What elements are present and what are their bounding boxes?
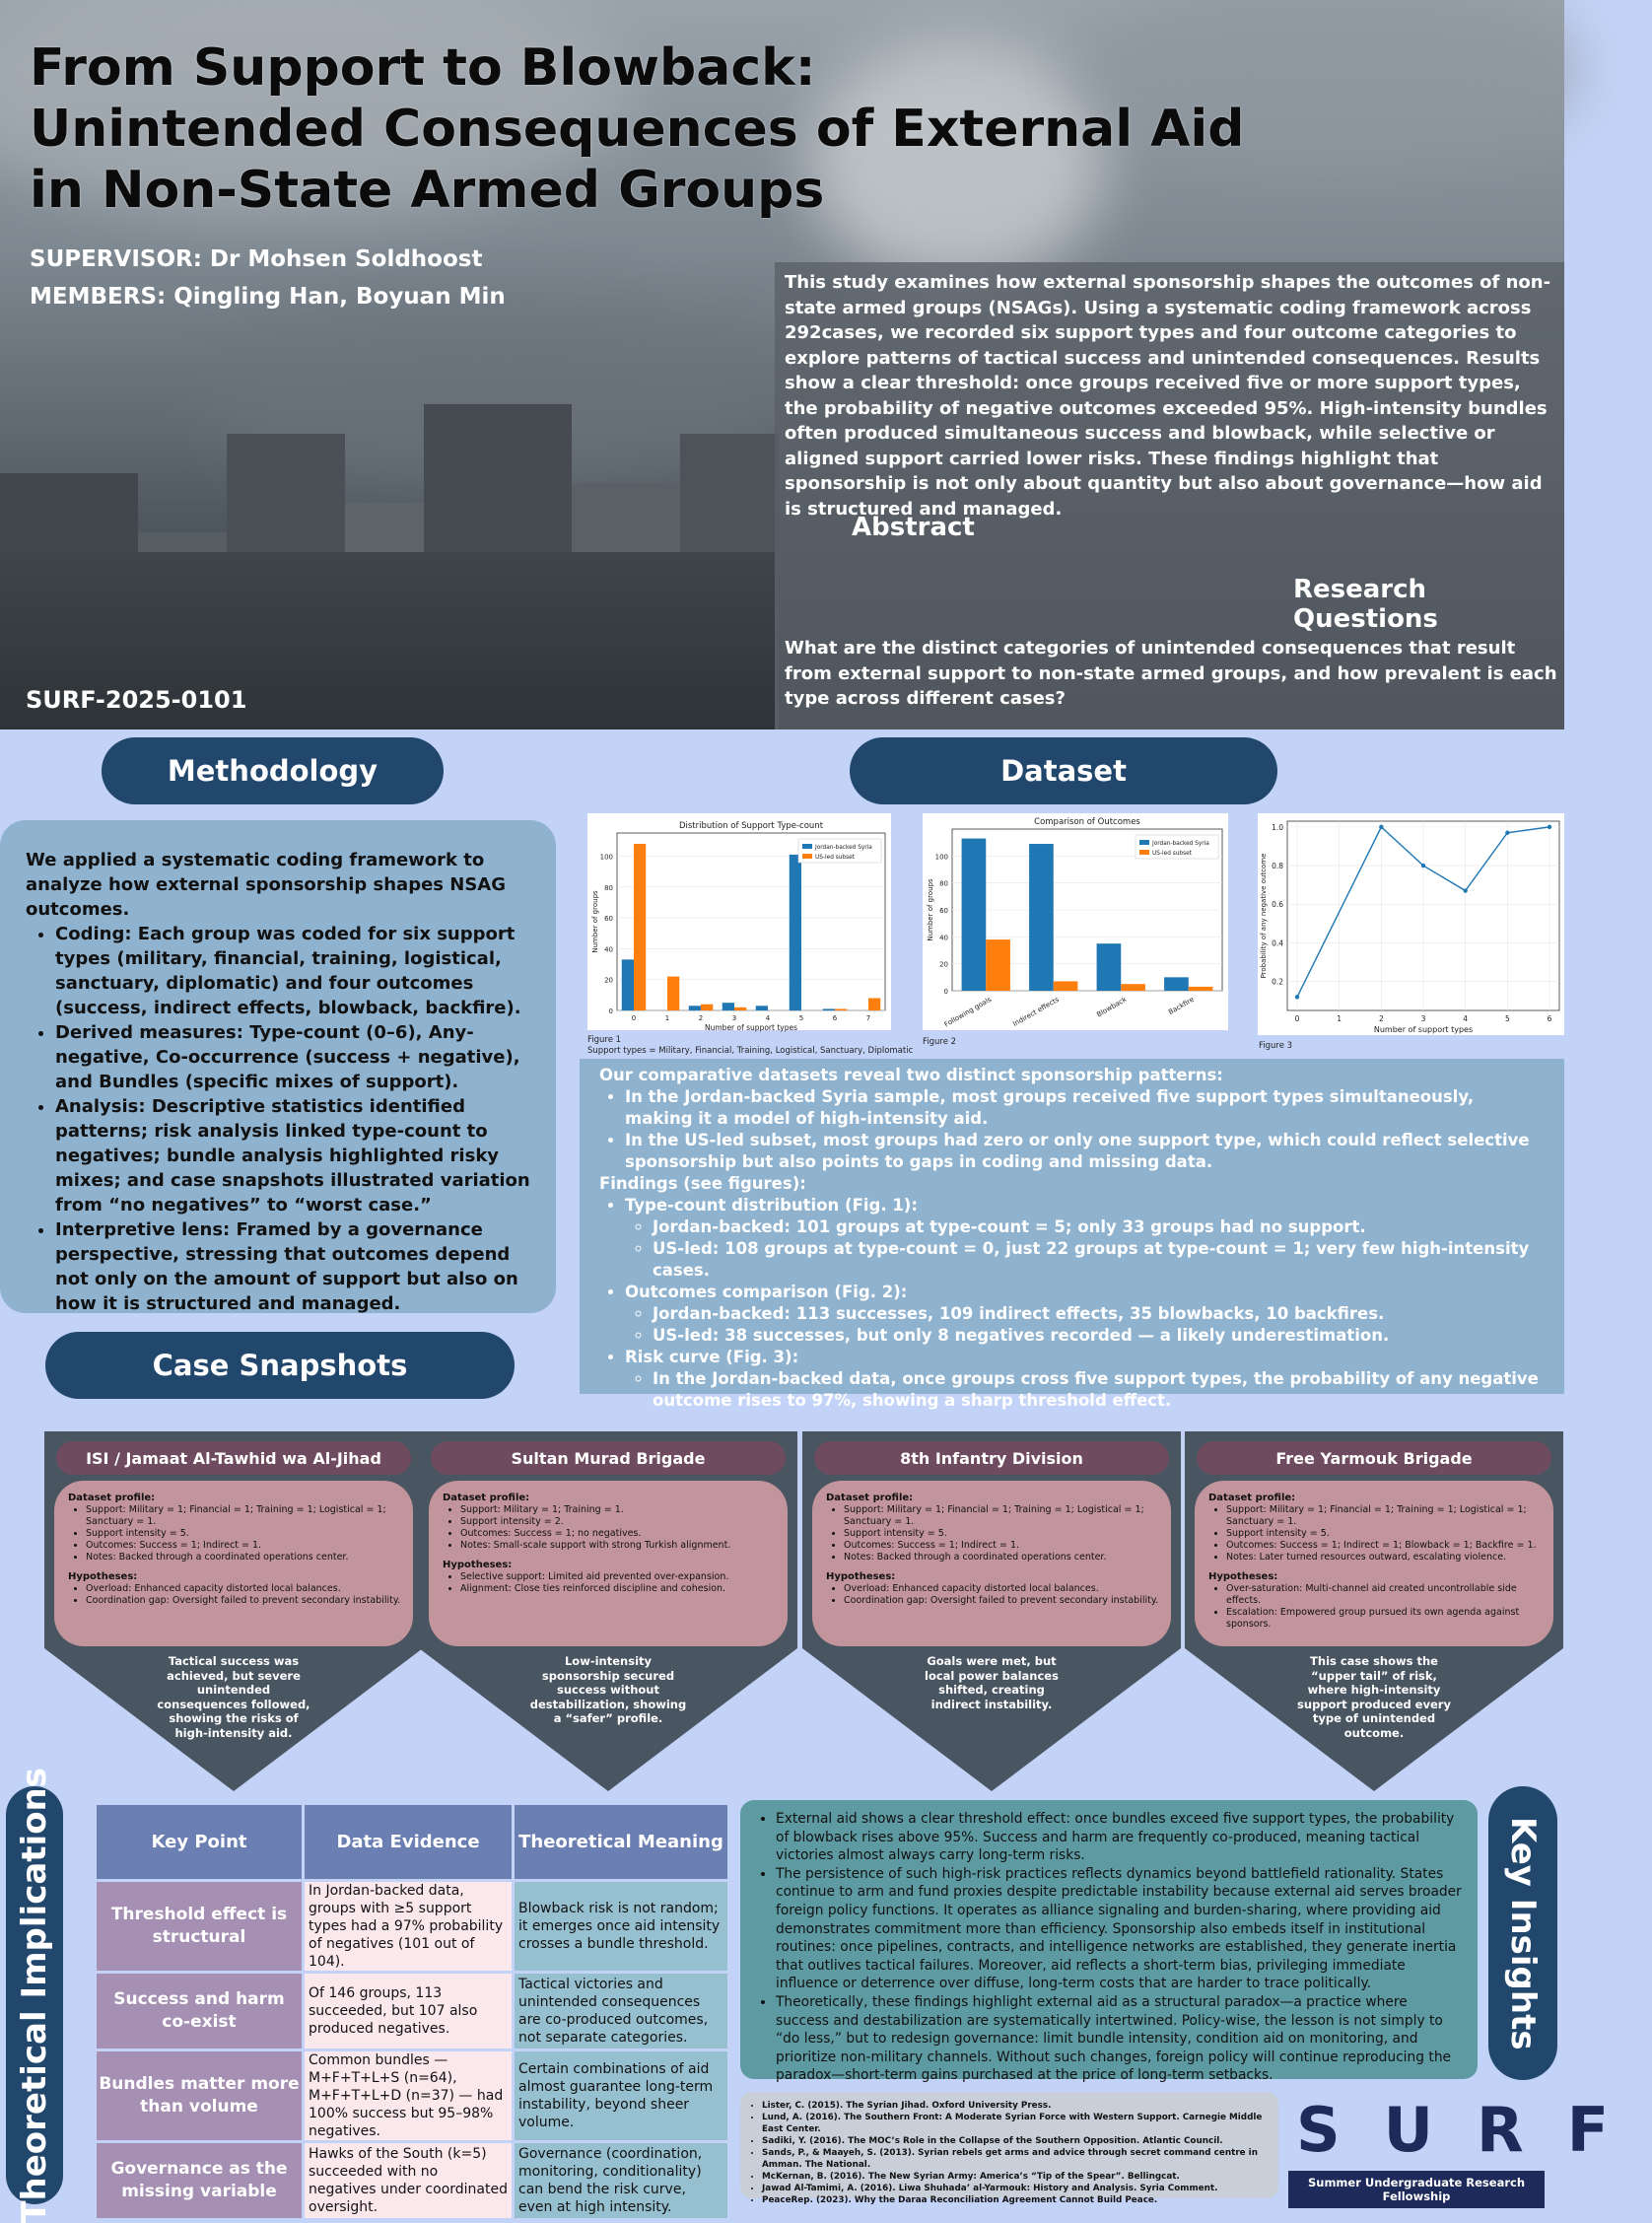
- implications-table: [94, 1802, 730, 2221]
- figure-3-caption: Figure 3: [1259, 1041, 1293, 1051]
- data-point: [1505, 831, 1509, 835]
- x-axis-label: Number of support types: [705, 1023, 797, 1032]
- hypotheses-label: Hypotheses:: [1208, 1571, 1278, 1582]
- profile-label: Dataset profile:: [826, 1493, 914, 1503]
- key-insights-heading: Key Insights: [1503, 1816, 1543, 2050]
- table-row: [97, 1974, 727, 2049]
- list-item: • In the US-led subset, most groups had zero or only one support type, which could reflect selective sponsorship but also points to gaps in coding and missing data.: [625, 1130, 1545, 1173]
- key-point-cell: Bundles matter more than volume: [97, 2051, 302, 2140]
- meaning-cell: Tactical victories and unintended consequences are co-produced outcomes, not separate categories.: [515, 1974, 727, 2049]
- y-tick-label: 60: [604, 915, 613, 924]
- list-item: • Outcomes: Success = 1; Indirect = 1.: [844, 1540, 1159, 1552]
- title-line: From Support to Blowback:: [30, 38, 816, 98]
- outcomes-chart: [923, 813, 1228, 1030]
- bar: [1029, 844, 1054, 991]
- y-tick-label: 20: [604, 976, 613, 985]
- legend-label: Jordan-backed Syria: [1152, 841, 1209, 847]
- finding-label: Outcomes comparison (Fig. 2):: [625, 1283, 908, 1301]
- legend-swatch: [1139, 840, 1149, 845]
- y-tick-label: 60: [939, 907, 948, 915]
- list-item: [625, 1282, 1545, 1347]
- bar: [835, 1008, 847, 1010]
- column-header: Theoretical Meaning: [515, 1805, 727, 1879]
- bar: [634, 844, 646, 1010]
- list-item: • Escalation: Empowered group pursued its own agenda against sponsors.: [1226, 1607, 1542, 1631]
- reference-item: • Jawad Al-Tamimi, A. (2016). Liwa Shuhada’ al-Yarmouk: History and Analysis. Syria Comment.: [762, 2183, 1271, 2194]
- reference-item: • Sands, P., & Maayeh, S. (2013). Syrian rebels get arms and advice through secret command centre in Amman. The National.: [762, 2147, 1271, 2171]
- list-item: • Coordination gap: Oversight failed to prevent secondary instability.: [86, 1595, 401, 1607]
- support-typecount-chart: [587, 813, 891, 1030]
- list-item: ◦ Jordan-backed: 101 groups at type-count = 5; only 33 groups had no support.: [653, 1216, 1545, 1238]
- bar: [790, 855, 801, 1010]
- list-item: • The persistence of such high-risk practices reflects dynamics beyond battlefield rationality. States continue to arm and fund proxies despite predictable instability because external aid serves broader foreign policy functions. It operates as alliance signaling and burden-sharing, where providing aid demonstrates commitment more than efficiency. Sponsorship also embeds itself in institutional routines: once pipelines, contracts, and intelligence networks are established, they generate inertia that outlives tactical failures. Moreover, aid reflects a short-term bias, privileging immediate influence or deterrence over diffuse, long-term costs that are harder to trace politically.: [776, 1865, 1464, 1993]
- key-point-cell: Governance as the missing variable: [97, 2143, 302, 2218]
- bar: [622, 959, 634, 1010]
- implications-label: [6, 1767, 63, 2223]
- list-item: • Support intensity = 5.: [844, 1528, 1159, 1540]
- list-item: • Over-saturation: Multi-channel aid created uncontrollable side effects.: [1226, 1583, 1542, 1607]
- data-point: [1463, 888, 1467, 892]
- bar: [689, 1006, 701, 1010]
- case-title: Sultan Murad Brigade: [431, 1441, 786, 1475]
- data-point: [1295, 995, 1299, 999]
- title-line: Unintended Consequences of External Aid: [30, 100, 1245, 159]
- chart-title: Distribution of Support Type-count: [678, 821, 824, 831]
- meaning-cell: Governance (coordination, monitoring, conditionality) can bend the risk curve, even at high intensity.: [515, 2143, 727, 2218]
- list-item: • Overload: Enhanced capacity distorted local balances.: [86, 1583, 401, 1595]
- figure-3: [1258, 813, 1564, 1035]
- column-header: Data Evidence: [305, 1805, 512, 1879]
- x-tick-label: 0: [631, 1014, 637, 1022]
- abstract-text: This study examines how external sponsorship shapes the outcomes of non-state armed groups (NSAGs). Using a systematic coding framework across 292cases, we recorded six support types and four outcome categories to explore patterns of tactical success and unintended consequences. Results show a clear threshold: once groups received five or more support types, the probability of negative outcomes exceeded 95%. High-intensity bundles often produced simultaneous success and blowback, while selective or aligned support carried lower risks. These findings highlight that sponsorship is not only about quantity but also about governance—how aid is structured and managed.: [785, 272, 1551, 520]
- y-tick-label: 80: [604, 883, 613, 892]
- case-verdict: This case shows the “upper tail” of risk, where high-intensity support produced every type of unintended outcome.: [1297, 1654, 1451, 1740]
- list-item: • Support: Military = 1; Financial = 1; Training = 1; Logistical = 1; Sanctuary = 1.: [844, 1504, 1159, 1528]
- hypotheses-label: Hypotheses:: [443, 1560, 513, 1570]
- finding-label: Type-count distribution (Fig. 1):: [625, 1196, 918, 1215]
- table-row: [97, 2143, 727, 2218]
- dataset-intro: Our comparative datasets reveal two distinct sponsorship patterns:: [599, 1066, 1223, 1084]
- references-panel: [740, 2092, 1278, 2205]
- methodology-panel: [0, 820, 556, 1313]
- x-tick-label: 6: [1547, 1014, 1552, 1023]
- legend-label: US-led subset: [1152, 851, 1192, 857]
- reference-item: • Sadiki, Y. (2016). The MOC’s Role in the Collapse of the Southern Opposition. Atlantic Council.: [762, 2135, 1271, 2147]
- bar: [1189, 987, 1213, 991]
- evidence-cell: In Jordan-backed data, groups with ≥5 support types had a 97% probability of negatives (101 out of 104).: [305, 1882, 512, 1971]
- list-item: [625, 1195, 1545, 1282]
- list-item: • Coordination gap: Oversight failed to prevent secondary instability.: [844, 1595, 1159, 1607]
- x-tick-label: 0: [1294, 1014, 1300, 1023]
- list-item: • Outcomes: Success = 1; Indirect = 1.: [86, 1540, 401, 1552]
- abstract-heading: Abstract: [852, 513, 975, 542]
- list-item: • External aid shows a clear threshold effect: once bundles exceed five support types, the probability of blowback rises above 95%. Success and harm are frequently co-produced, meaning tactical victories almost always carry long-term risks.: [776, 1810, 1464, 1865]
- case-profile-card: [429, 1481, 788, 1646]
- list-item: ◦ US-led: 38 successes, but only 8 negatives recorded — a likely underestimation.: [653, 1325, 1545, 1347]
- x-tick-label: 1: [664, 1014, 670, 1022]
- figure-1-note: Support types = Military, Financial, Training, Logistical, Sanctuary, Diplomatic: [587, 1046, 914, 1056]
- members: MEMBERS: Qingling Han, Boyuan Min: [30, 284, 506, 310]
- column-header: Key Point: [97, 1805, 302, 1879]
- methodology-intro: We applied a systematic coding framework to analyze how external sponsorship shapes NSAG outcomes.: [26, 850, 507, 920]
- list-item: ◦ Jordan-backed: 113 successes, 109 indirect effects, 35 blowbacks, 10 backfires.: [653, 1303, 1545, 1325]
- evidence-cell: Of 146 groups, 113 succeeded, but 107 also produced negatives.: [305, 1974, 512, 2049]
- x-tick-label: 2: [698, 1014, 704, 1022]
- x-tick-label: 2: [1378, 1014, 1384, 1023]
- y-tick-label: 0.8: [1272, 862, 1283, 871]
- reference-item: • Lund, A. (2016). The Southern Front: A Moderate Syrian Force with Western Support. Carnegie Middle East Center.: [762, 2112, 1271, 2135]
- legend-label: Jordan-backed Syria: [815, 845, 872, 851]
- list-item: • Support: Military = 1; Training = 1.: [460, 1504, 776, 1516]
- bar: [823, 1008, 835, 1010]
- x-tick-label: 3: [731, 1014, 737, 1022]
- legend-label: US-led subset: [815, 855, 855, 861]
- case-verdict: Tactical success was achieved, but severe unintended consequences followed, showing the risks of high-intensity aid.: [157, 1654, 310, 1740]
- x-tick-label: Indirect effects: [1011, 995, 1061, 1028]
- figure-2-caption: Figure 2: [923, 1037, 957, 1047]
- figure-1-caption: Figure 1: [587, 1035, 622, 1045]
- y-tick-label: 0.6: [1272, 900, 1283, 910]
- y-tick-label: 0: [943, 988, 948, 996]
- list-item: • Analysis: Descriptive statistics identified patterns; risk analysis linked type-count to negatives; bundle analysis highlighted risky mixes; and case snapshots illustrated variation from “no negatives” to “worst case.”: [55, 1094, 532, 1217]
- chart-title: Comparison of Outcomes: [1034, 817, 1140, 827]
- list-item: • Interpretive lens: Framed by a governance perspective, stressing that outcomes depend not only on the amount of support but also on how it is structured and managed.: [55, 1217, 532, 1316]
- figure-1: [587, 813, 891, 1030]
- table-row: [97, 1882, 727, 1971]
- bar: [868, 998, 880, 1010]
- list-item: • Support: Military = 1; Financial = 1; Training = 1; Logistical = 1; Sanctuary = 1.: [86, 1504, 401, 1528]
- legend-swatch: [802, 854, 812, 859]
- reference-item: • McKernan, B. (2016). The New Syrian Army: America’s “Tip of the Spear”. Bellingcat.: [762, 2171, 1271, 2183]
- profile-label: Dataset profile:: [443, 1493, 530, 1503]
- y-tick-label: 100: [934, 853, 948, 862]
- reference-item: • Lister, C. (2015). The Syrian Jihad. Oxford University Press.: [762, 2100, 1271, 2112]
- case-title: ISI / Jamaat Al-Tawhid wa Al-Jihad: [56, 1441, 411, 1475]
- bar: [756, 1006, 768, 1010]
- bar: [1054, 981, 1078, 991]
- y-tick-label: 1.0: [1272, 822, 1283, 832]
- list-item: • Alignment: Close ties reinforced discipline and cohesion.: [460, 1583, 776, 1595]
- x-tick-label: 4: [1463, 1014, 1469, 1023]
- key-point-cell: Threshold effect is structural: [97, 1882, 302, 1971]
- list-item: • Coding: Each group was coded for six support types (military, financial, training, logistical, sanctuary, diplomatic) and four outcomes (success, indirect effects, blowback, backfire).: [55, 922, 532, 1020]
- bar: [1121, 984, 1145, 991]
- x-tick-label: Blowback: [1095, 995, 1129, 1019]
- list-item: • Overload: Enhanced capacity distorted local balances.: [844, 1583, 1159, 1595]
- evidence-cell: Hawks of the South (k=5) succeeded with no negatives under coordinated oversight.: [305, 2143, 512, 2218]
- dataset-heading: Dataset: [850, 737, 1277, 804]
- data-point: [1548, 825, 1551, 829]
- hypotheses-label: Hypotheses:: [826, 1571, 896, 1582]
- case-snapshot: [44, 1431, 423, 1791]
- y-axis-label: Number of groups: [927, 878, 934, 941]
- x-tick-label: 6: [832, 1014, 838, 1022]
- logo-tagline: Summer Undergraduate Research Fellowship: [1288, 2171, 1545, 2208]
- data-point: [1421, 864, 1425, 868]
- case-title: 8th Infantry Division: [814, 1441, 1169, 1475]
- list-item: • Notes: Later turned resources outward, escalating violence.: [1226, 1552, 1542, 1563]
- poster-title: [30, 37, 1245, 221]
- case-profile-card: [812, 1481, 1171, 1646]
- case-snapshot: [802, 1431, 1181, 1791]
- surf-logo: [1288, 2092, 1652, 2203]
- bar: [734, 1007, 746, 1010]
- list-item: [625, 1347, 1545, 1412]
- y-tick-label: 40: [604, 945, 613, 954]
- x-tick-label: 1: [1337, 1014, 1342, 1023]
- profile-label: Dataset profile:: [68, 1493, 156, 1503]
- y-tick-label: 40: [939, 934, 948, 942]
- case-profile-card: [1195, 1481, 1553, 1646]
- x-axis-label: Number of support types: [1373, 1025, 1474, 1034]
- research-question-text: What are the distinct categories of unintended consequences that result from external support to non-state armed groups, and how prevalent is each type across different cases?: [785, 638, 1557, 709]
- methodology-list: [26, 922, 532, 1316]
- x-tick-label: 5: [1504, 1014, 1510, 1023]
- list-item: • Support intensity = 5.: [1226, 1528, 1542, 1540]
- meaning-cell: Blowback risk is not random; it emerges once aid intensity crosses a bundle threshold.: [515, 1882, 727, 1971]
- y-tick-label: 20: [939, 960, 948, 969]
- key-point-cell: Success and harm co-exist: [97, 1974, 302, 2049]
- risk-curve-chart: [1258, 813, 1564, 1035]
- x-tick-label: 3: [1420, 1014, 1426, 1023]
- case-verdict: Low-intensity sponsorship secured success without destabilization, showing a “safer” profile.: [529, 1654, 687, 1725]
- case-snapshot: [419, 1431, 797, 1791]
- methodology-heading: Methodology: [102, 737, 444, 804]
- bar: [962, 839, 987, 991]
- list-item: • Derived measures: Type-count (0–6), Any-negative, Co-occurrence (success + negative), and Bundles (specific mixes of support).: [55, 1020, 532, 1094]
- research-questions-heading: Research Questions: [1293, 575, 1438, 634]
- list-item: • Notes: Backed through a coordinated operations center.: [86, 1552, 401, 1563]
- supervisor: SUPERVISOR: Dr Mohsen Soldhoost: [30, 246, 483, 272]
- bar: [723, 1003, 734, 1010]
- bar: [701, 1005, 713, 1010]
- list-item: ◦ In the Jordan-backed data, once groups cross five support types, the probability of any negative outcome rises to 97%, showing a sharp threshold effect.: [653, 1368, 1545, 1412]
- pattern-list: [599, 1086, 1545, 1173]
- y-tick-label: 100: [599, 853, 613, 862]
- y-tick-label: 0: [608, 1007, 613, 1015]
- case-snapshot: [1185, 1431, 1563, 1791]
- evidence-cell: Common bundles — M+F+T+L+S (n=64), M+F+T+L+D (n=37) — had 100% success but 95–98% negatives.: [305, 2051, 512, 2140]
- list-item: • Theoretically, these findings highlight external aid as a structural paradox—a practice where success and destabilization are systematically intertwined. Policy-wise, the lesson is not simply to “do less,” but to redesign governance: limit bundle intensity, condition aid on monitoring, and prioritize non-military channels. Without such changes, foreign policy will continue reproducing the paradox—short-term gains purchased at the price of long-term setbacks.: [776, 1993, 1464, 2085]
- list-item: • Notes: Backed through a coordinated operations center.: [844, 1552, 1159, 1563]
- list-item: ◦ US-led: 108 groups at type-count = 0, just 22 groups at type-count = 1; very few high-intensity cases.: [653, 1238, 1545, 1282]
- bar: [667, 977, 679, 1010]
- y-tick-label: 0.4: [1272, 938, 1283, 948]
- x-tick-label: 4: [765, 1014, 771, 1022]
- findings-list: [599, 1195, 1545, 1412]
- key-insights-panel: [740, 1800, 1478, 2084]
- list-item: • Support: Military = 1; Financial = 1; Training = 1; Logistical = 1; Sanctuary = 1.: [1226, 1504, 1542, 1528]
- list-item: • In the Jordan-backed Syria sample, most groups received five support types simultaneously, making it a model of high-intensity aid.: [625, 1086, 1545, 1130]
- x-tick-label: 5: [798, 1014, 804, 1022]
- profile-label: Dataset profile:: [1208, 1493, 1296, 1503]
- x-tick-label: Backfire: [1167, 995, 1196, 1016]
- hypotheses-label: Hypotheses:: [68, 1571, 138, 1582]
- list-item: • Notes: Small-scale support with strong Turkish alignment.: [460, 1540, 776, 1552]
- logo-text: SURF: [1296, 2094, 1652, 2166]
- bar: [1164, 977, 1189, 991]
- case-profile-card: [54, 1481, 413, 1646]
- dataset-text-panel: [580, 1059, 1564, 1410]
- y-tick-label: 80: [939, 879, 948, 888]
- case-verdict: Goals were met, but local power balances shifted, creating indirect instability.: [925, 1654, 1059, 1711]
- list-item: • Outcomes: Success = 1; Indirect = 1; Blowback = 1; Backfire = 1.: [1226, 1540, 1542, 1552]
- key-insights-label: [1488, 1786, 1557, 2080]
- x-tick-label: 7: [865, 1014, 871, 1022]
- finding-label: Risk curve (Fig. 3):: [625, 1348, 799, 1366]
- y-axis-label: Probability of any negative outcome: [1260, 853, 1268, 979]
- bar: [986, 939, 1010, 991]
- meaning-cell: Certain combinations of aid almost guarantee long-term instability, beyond sheer volume.: [515, 2051, 727, 2140]
- project-code: SURF-2025-0101: [26, 686, 247, 714]
- y-axis-label: Number of groups: [591, 890, 599, 953]
- list-item: • Support intensity = 2.: [460, 1516, 776, 1528]
- legend-swatch: [1139, 850, 1149, 855]
- legend-swatch: [802, 844, 812, 849]
- y-tick-label: 0.2: [1272, 977, 1283, 987]
- table-row: [97, 2051, 727, 2140]
- list-item: • Support intensity = 5.: [86, 1528, 401, 1540]
- reference-item: • PeaceRep. (2023). Why the Daraa Reconciliation Agreement Cannot Build Peace.: [762, 2194, 1271, 2206]
- list-item: • Selective support: Limited aid prevented over-expansion.: [460, 1571, 776, 1583]
- implications-heading: Theoretical Implications: [15, 1767, 54, 2223]
- logo-letters: [1288, 2092, 1652, 2166]
- bar: [1097, 943, 1122, 991]
- list-item: • Outcomes: Success = 1; no negatives.: [460, 1528, 776, 1540]
- x-tick-label: Following goals: [942, 995, 994, 1029]
- data-point: [1379, 825, 1383, 829]
- figure-2: [923, 813, 1228, 1030]
- case-snapshots-heading: Case Snapshots: [45, 1332, 515, 1399]
- title-line: in Non-State Armed Groups: [30, 161, 825, 220]
- case-title: Free Yarmouk Brigade: [1197, 1441, 1551, 1475]
- findings-label: Findings (see figures):: [599, 1174, 806, 1193]
